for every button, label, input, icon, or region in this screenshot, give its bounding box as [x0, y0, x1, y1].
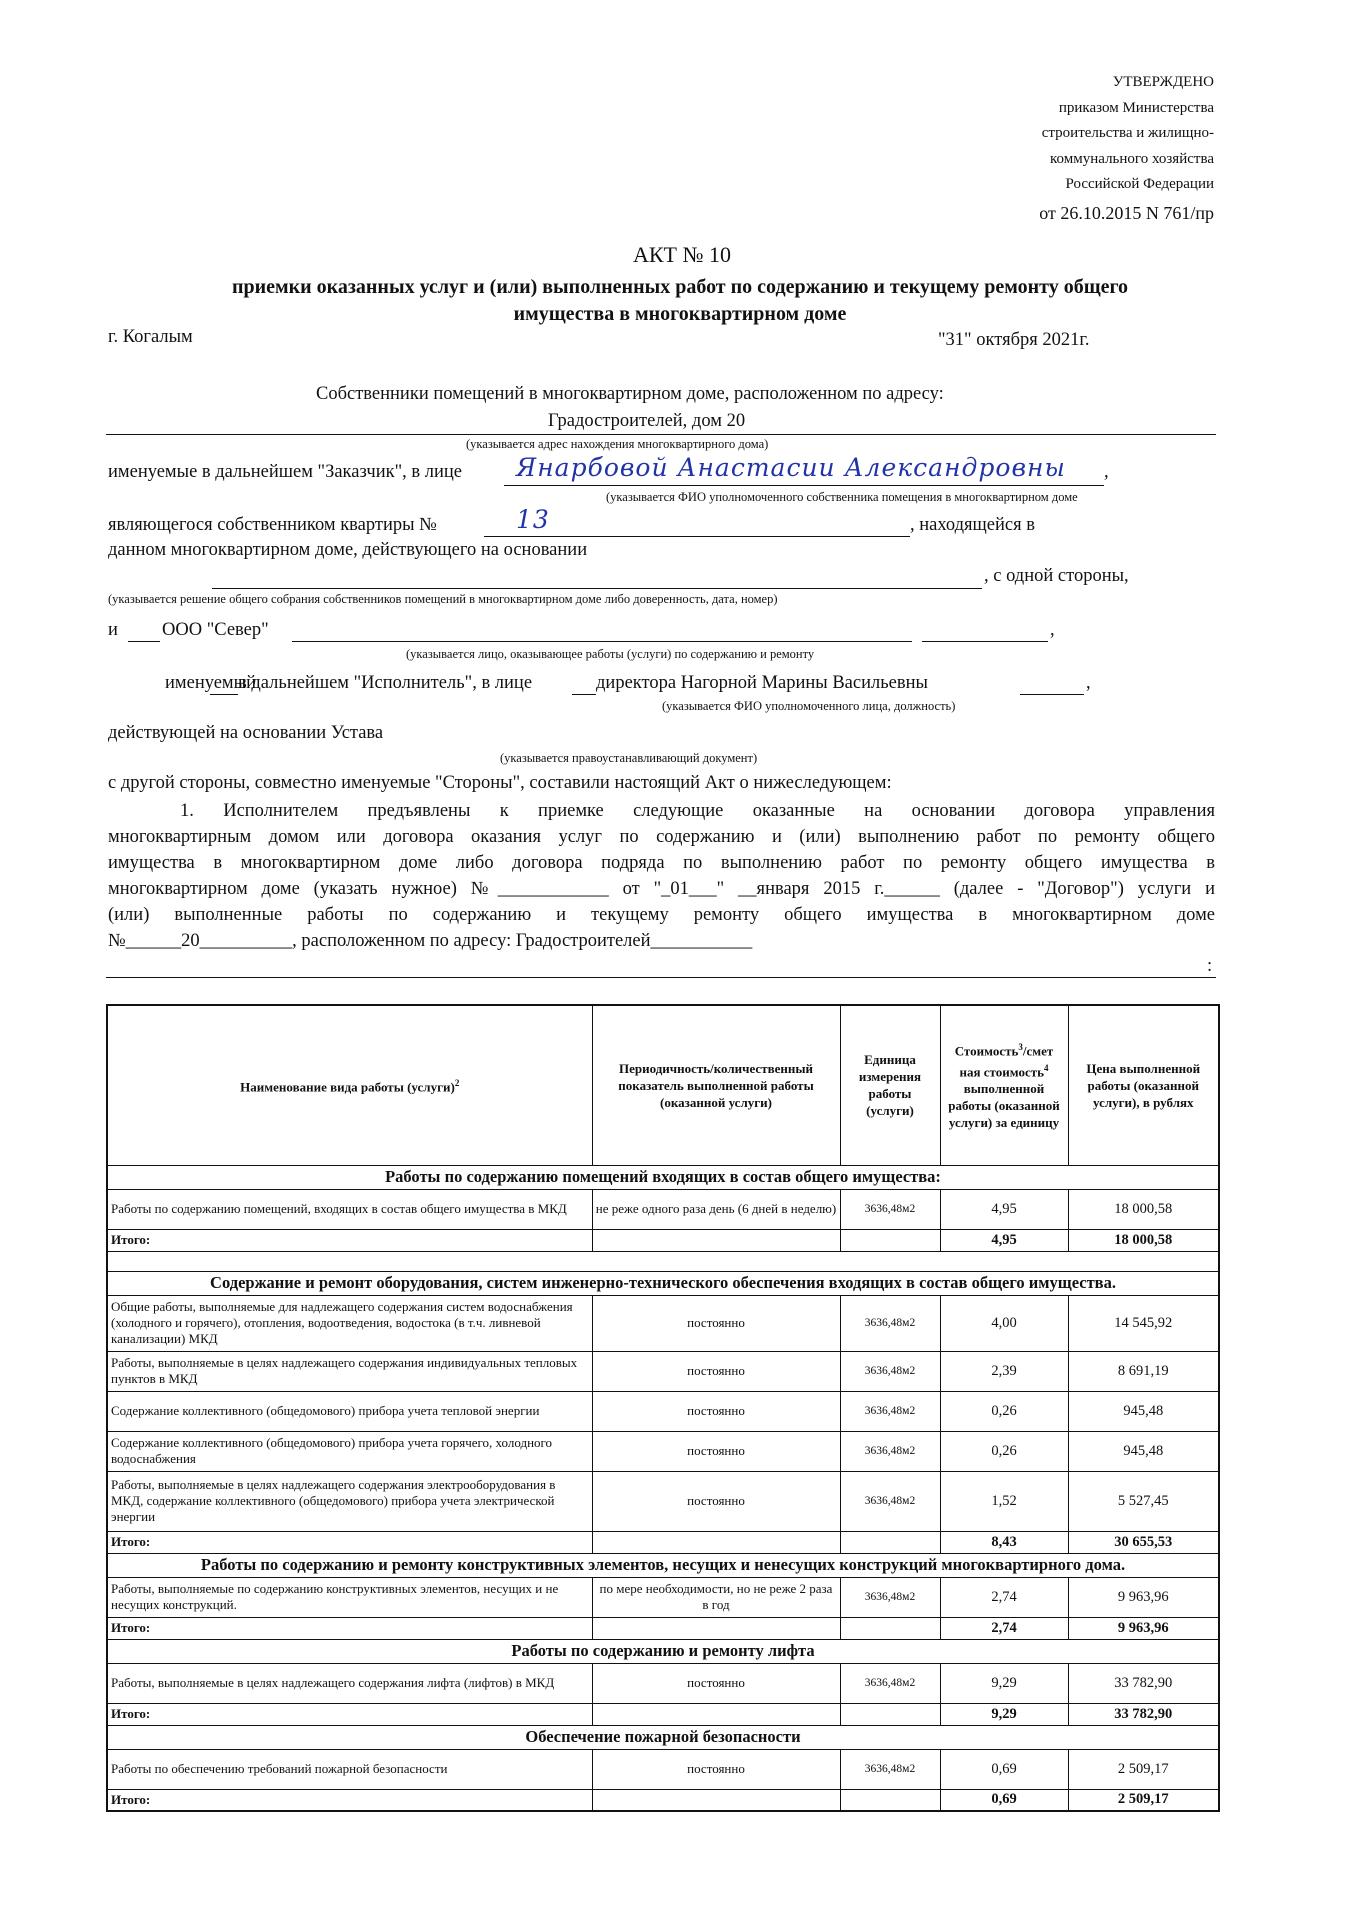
work-price: 945,48: [1068, 1431, 1219, 1471]
header-frequency: Периодичность/количественный показатель выполненной работы (оказанной услуги): [592, 1005, 840, 1165]
table-row: [107, 1391, 1219, 1431]
paragraph-line: №______20__________, расположенном по адресу: Градостроителей___________: [108, 931, 753, 951]
total-label: Итого:: [107, 1531, 592, 1553]
table-row: [107, 1351, 1219, 1391]
section-row: [107, 1271, 1219, 1295]
contractor-hint: (указывается лицо, оказывающее работы (услуги) по содержанию и ремонту: [406, 647, 815, 661]
header-price: Цена выполненной работы (оказанной услуги), в рублях: [1068, 1005, 1219, 1165]
approval-block: [1039, 70, 1214, 228]
work-unit: 3636,48м2: [840, 1295, 940, 1351]
approval-line: строительства и жилищно-: [1041, 125, 1214, 141]
work-unit: 3636,48м2: [840, 1431, 940, 1471]
work-cost: 0,26: [940, 1391, 1068, 1431]
work-cost: 0,69: [940, 1749, 1068, 1789]
section-title: Содержание и ремонт оборудования, систем инженерно-технического обеспечения входящих в состав общего имущества.: [107, 1271, 1219, 1295]
approval-line: приказом Министерства: [1058, 99, 1214, 116]
act-date: "31" октября 2021г.: [938, 330, 1090, 350]
act-subtitle: [130, 274, 1230, 328]
header-cost: [940, 1005, 1068, 1165]
underline: [212, 588, 982, 589]
total-row: [107, 1617, 1219, 1639]
works-table: [106, 1004, 1220, 1812]
apartment-number-handwritten: 13: [516, 505, 550, 534]
paragraph-line: имущества в многоквартирном доме либо договора подряда по выполнению работ по ремонту общего имущества в: [108, 853, 1215, 873]
owners-intro: Собственники помещений в многоквартирном доме, расположенном по адресу:: [316, 384, 944, 404]
work-frequency: не реже одного раза день (6 дней в неделю): [592, 1189, 840, 1229]
paragraph-line: 1. Исполнителем предъявлены к приемке следующие оказанные на основании договора управления: [180, 801, 1215, 821]
executor-mid: в дальнейшем "Исполнитель", в лице: [238, 673, 533, 693]
total-cost: 0,69: [940, 1789, 1068, 1811]
one-side: , с одной стороны,: [984, 566, 1129, 586]
empty-cell: [592, 1229, 840, 1251]
and-word: и: [108, 620, 118, 640]
table-header-row: [107, 1005, 1219, 1165]
header-cost-text: выполненной работы (оказанной услуги) за единицу: [948, 1081, 1060, 1131]
header-cost-text: Стоимость: [954, 1043, 1019, 1059]
underline: [572, 694, 596, 695]
work-cost: 2,74: [940, 1577, 1068, 1617]
work-name: Работы, выполняемые в целях надлежащего содержания индивидуальных тепловых пунктов в МКД: [107, 1351, 592, 1391]
other-side: с другой стороны, совместно именуемые "Стороны", составили настоящий Акт о нижеследующем:: [108, 773, 892, 793]
comma: ,: [1050, 620, 1055, 640]
work-price: 2 509,17: [1068, 1749, 1219, 1789]
paragraph-line: многоквартирном доме (указать нужное) №____________ от "_01___" __января 2015 г.______ (далее - "Договор") услуги и: [108, 879, 1215, 899]
empty-cell: [840, 1531, 940, 1553]
executor-person: директора Нагорной Марины Васильевны: [596, 673, 928, 693]
empty-cell: [840, 1789, 940, 1811]
decision-hint: (указывается решение общего собрания собственников помещений в многоквартирном доме либо доверенность, дата, номер): [108, 592, 778, 606]
total-label: Итого:: [107, 1617, 592, 1639]
acting-basis: действующей на основании Устава: [108, 723, 384, 743]
work-unit: 3636,48м2: [840, 1391, 940, 1431]
section-row: [107, 1725, 1219, 1749]
table-row: [107, 1749, 1219, 1789]
empty-cell: [592, 1703, 840, 1725]
underline: [128, 641, 160, 642]
work-price: 8 691,19: [1068, 1351, 1219, 1391]
work-price: 9 963,96: [1068, 1577, 1219, 1617]
total-cost: 4,95: [940, 1229, 1068, 1251]
total-row: [107, 1703, 1219, 1725]
header-cost-text: /смет ная стоимость: [959, 1043, 1054, 1080]
total-price: 33 782,90: [1068, 1703, 1219, 1725]
header-unit: Единица измерения работы (услуги): [840, 1005, 940, 1165]
work-unit: 3636,48м2: [840, 1471, 940, 1531]
total-row: [107, 1789, 1219, 1811]
act-title: АКТ № 10: [633, 242, 731, 267]
table-row: [107, 1471, 1219, 1531]
customer-prefix: именуемые в дальнейшем "Заказчик", в лице: [108, 462, 463, 482]
work-name: Содержание коллективного (общедомового) прибора учета тепловой энергии: [107, 1391, 592, 1431]
apartment-suffix: , находящейся в: [910, 515, 1035, 535]
basis-line: данном многоквартирном доме, действующего на основании: [108, 540, 588, 560]
work-price: 33 782,90: [1068, 1663, 1219, 1703]
footnote-ref: 4: [1043, 1062, 1049, 1073]
contractor-name: ООО "Север": [162, 620, 269, 640]
work-unit: 3636,48м2: [840, 1351, 940, 1391]
work-unit: 3636,48м2: [840, 1577, 940, 1617]
work-frequency: постоянно: [592, 1663, 840, 1703]
table-row: [107, 1189, 1219, 1229]
total-cost: 2,74: [940, 1617, 1068, 1639]
work-frequency: постоянно: [592, 1295, 840, 1351]
work-frequency: постоянно: [592, 1431, 840, 1471]
header-name-text: Наименование вида работы (услуги): [240, 1079, 455, 1095]
address-hint: (указывается адрес нахождения многоквартирного дома): [466, 437, 769, 451]
acting-hint: (указывается правоустанавливающий документ): [500, 751, 758, 765]
comma: ,: [1104, 462, 1109, 482]
underline: [210, 694, 238, 695]
work-cost: 9,29: [940, 1663, 1068, 1703]
work-frequency: постоянно: [592, 1749, 840, 1789]
house-address: Градостроителей, дом 20: [548, 411, 746, 431]
act-subtitle-line: имущества в многоквартирном доме: [513, 303, 847, 325]
work-cost: 4,95: [940, 1189, 1068, 1229]
customer-name-handwritten: Янарбовой Анастасии Александровны: [516, 453, 1066, 482]
comma: ,: [1086, 673, 1091, 693]
table-row: [107, 1295, 1219, 1351]
footnote-ref: 2: [454, 1078, 460, 1089]
work-unit: 3636,48м2: [840, 1663, 940, 1703]
work-cost: 2,39: [940, 1351, 1068, 1391]
work-name: Содержание коллективного (общедомового) прибора учета горячего, холодного водоснабжения: [107, 1431, 592, 1471]
table-row: [107, 1663, 1219, 1703]
underline: [484, 536, 910, 537]
total-price: 30 655,53: [1068, 1531, 1219, 1553]
executor-hint: (указывается ФИО уполномоченного лица, должность): [662, 699, 956, 713]
header-name: [107, 1005, 592, 1165]
total-cost: 9,29: [940, 1703, 1068, 1725]
work-price: 5 527,45: [1068, 1471, 1219, 1531]
total-label: Итого:: [107, 1703, 592, 1725]
section-title: Работы по содержанию и ремонту лифта: [107, 1639, 1219, 1663]
empty-cell: [592, 1531, 840, 1553]
work-price: 18 000,58: [1068, 1189, 1219, 1229]
section-title: Обеспечение пожарной безопасности: [107, 1725, 1219, 1749]
colon: :: [1207, 956, 1213, 976]
work-frequency: постоянно: [592, 1471, 840, 1531]
apartment-prefix: являющегося собственником квартиры №: [108, 515, 437, 535]
empty-cell: [840, 1229, 940, 1251]
footnote-ref: 3: [1018, 1042, 1023, 1053]
underline: [504, 485, 1104, 486]
work-price: 945,48: [1068, 1391, 1219, 1431]
approval-line: УТВЕРЖДЕНО: [1112, 74, 1214, 90]
work-cost: 0,26: [940, 1431, 1068, 1471]
work-name: Общие работы, выполняемые для надлежащего содержания систем водоснабжения (холодного и горячего), отопления, водоотведения, водостока (в т.ч. ливневой канализации) МКД: [107, 1295, 592, 1351]
paragraph-1: [108, 798, 1215, 954]
work-name: Работы по содержанию помещений, входящих в состав общего имущества в МКД: [107, 1189, 592, 1229]
section-row: [107, 1553, 1219, 1577]
work-price: 14 545,92: [1068, 1295, 1219, 1351]
table-row: [107, 1431, 1219, 1471]
approval-line: коммунального хозяйства: [1050, 150, 1214, 167]
act-subtitle-line: приемки оказанных услуг и (или) выполненных работ по содержанию и текущему ремонту общего: [231, 276, 1129, 298]
paragraph-line: (или) выполненные работы по содержанию и текущему ремонту общего имущества в многоквартирном доме: [108, 905, 1215, 925]
empty-cell: [107, 1251, 1219, 1271]
section-title: Работы по содержанию и ремонту конструктивных элементов, несущих и ненесущих конструкций многоквартирного дома.: [107, 1553, 1219, 1577]
section-title: Работы по содержанию помещений входящих в состав общего имущества:: [107, 1165, 1219, 1189]
work-unit: 3636,48м2: [840, 1189, 940, 1229]
work-cost: 4,00: [940, 1295, 1068, 1351]
empty-cell: [592, 1617, 840, 1639]
total-cost: 8,43: [940, 1531, 1068, 1553]
work-unit: 3636,48м2: [840, 1749, 940, 1789]
work-name: Работы по обеспечению требований пожарной безопасности: [107, 1749, 592, 1789]
work-frequency: по мере необходимости, но не реже 2 раза в год: [592, 1577, 840, 1617]
empty-cell: [840, 1617, 940, 1639]
total-price: 18 000,58: [1068, 1229, 1219, 1251]
approval-line: Российской Федерации: [1065, 176, 1214, 192]
work-frequency: постоянно: [592, 1391, 840, 1431]
work-name: Работы, выполняемые в целях надлежащего содержания лифта (лифтов) в МКД: [107, 1663, 592, 1703]
underline: [292, 641, 912, 642]
paragraph-line: многоквартирным домом или договора оказания услуг по содержанию и (или) выполнению работ по ремонту общего: [108, 827, 1215, 847]
section-row: [107, 1165, 1219, 1189]
underline: [1020, 694, 1084, 695]
underline: [922, 641, 1048, 642]
total-row: [107, 1531, 1219, 1553]
underline: [106, 434, 1216, 435]
approval-order: от 26.10.2015 N 761/пр: [1039, 202, 1214, 223]
city: г. Когалым: [108, 327, 193, 347]
work-cost: 1,52: [940, 1471, 1068, 1531]
total-price: 2 509,17: [1068, 1789, 1219, 1811]
customer-name-hint: (указывается ФИО уполномоченного собственника помещения в многоквартирном доме: [606, 490, 1078, 504]
work-name: Работы, выполняемые в целях надлежащего содержания электрооборудования в МКД, содержание коллективного (общедомового) прибора учета электрической энергии: [107, 1471, 592, 1531]
work-name: Работы, выполняемые по содержанию конструктивных элементов, несущих и не несущих конструкций.: [107, 1577, 592, 1617]
spacer-row: [107, 1251, 1219, 1271]
work-frequency: постоянно: [592, 1351, 840, 1391]
total-row: [107, 1229, 1219, 1251]
executor-prefix: именуемый: [165, 673, 256, 693]
total-label: Итого:: [107, 1229, 592, 1251]
section-row: [107, 1639, 1219, 1663]
underline: [106, 977, 1216, 978]
empty-cell: [840, 1703, 940, 1725]
total-label: Итого:: [107, 1789, 592, 1811]
total-price: 9 963,96: [1068, 1617, 1219, 1639]
empty-cell: [592, 1789, 840, 1811]
table-row: [107, 1577, 1219, 1617]
